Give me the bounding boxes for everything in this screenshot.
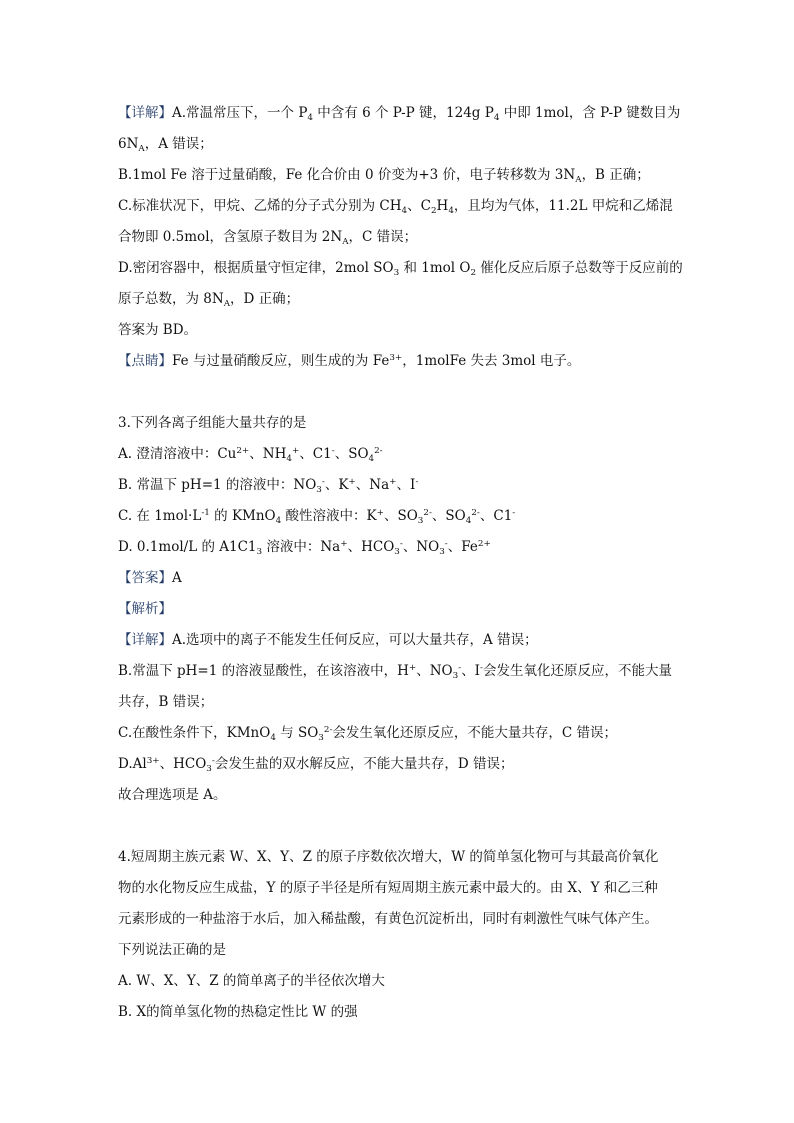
q3-conclusion: 故合理选项是 A。 bbox=[118, 787, 227, 803]
detail-tag: 【详解】 bbox=[118, 105, 172, 121]
spacer bbox=[118, 811, 678, 842]
q3-detail-line-4: C.在酸性条件下，KMnO$_4$ 与 $SO_3^{2-}$会发生氧化还原反应，不能大量共存，C 错误； bbox=[118, 725, 618, 744]
q4-stem-line-3: 元素形成的一种盐溶于水后，加入稀盐酸，有黄色沉淀析出，同时有刺激性气味气体产生。 bbox=[118, 911, 658, 927]
q3-option-c: C. 在 $1mol\cdot L^{-1}$ 的 KMnO$_4$ 酸性溶液中：K+、$SO_3^{2-}$、$SO_4^{2-}$、C1- bbox=[118, 508, 516, 527]
q3-detail-line-5: $D.Al^{3+}$、$HCO_3^-$会发生盐的双水解反应，不能大量共存，D 错误； bbox=[118, 756, 514, 775]
analysis-tag: 【解析】 bbox=[118, 601, 172, 617]
q2-answer-line: 答案为 BD。 bbox=[118, 322, 198, 338]
q3-option-a: A. 澄清溶液中：$Cu^{2+}$、$NH_4^+$、C1-、$SO_4^{2-}$ bbox=[118, 446, 383, 465]
q3-answer: 【答案】A bbox=[118, 570, 182, 586]
q3-option-b: B. 常温下 pH=1 的溶液中：$NO_3^-$、K+、Na+、I- bbox=[118, 477, 419, 496]
q3-detail-line-1: 【详解】A.选项中的离子不能发生任何反应，可以大量共存，A 错误； bbox=[118, 632, 538, 648]
detail-tag: 【详解】 bbox=[118, 632, 172, 648]
q2-detail-line-1: 【详解】A.常温常压下，一个 $P_4$ 中含有 6 个 P-P 键，124g $P_4$ 中即 1mol，含 P-P 键数目为 bbox=[118, 105, 681, 124]
comment-tag: 【点睛】 bbox=[118, 353, 172, 369]
q2-detail-line-7: 原子总数，为 $8N_A$，D 正确； bbox=[118, 291, 300, 310]
q3-stem: 3.下列各离子组能大量共存的是 bbox=[118, 415, 307, 431]
document-page bbox=[118, 98, 683, 1028]
q3-option-d: D. 0.1mol/L 的 $A1C1_3$ 溶液中：Na+、$HCO_3^-$、$NO_3^-$、$Fe^{2+}$ bbox=[118, 539, 491, 558]
q2-detail-line-6: D.密闭容器中，根据质量守恒定律，2mol $SO_3$ 和 1mol $O_2$ 催化反应后原子总数等于反应前的 bbox=[118, 260, 683, 279]
q3-detail-line-2: B.常温下 pH=1 的溶液显酸性，在该溶液中，H+、$NO_3^-$、I-会发生氧化还原反应，不能大量 bbox=[118, 663, 672, 682]
q2-detail-line-4: C.标准状况下，甲烷、乙烯的分子式分别为 $CH_4$、$C_2H_4$，且均为气体，11.2L 甲烷和乙烯混 bbox=[118, 198, 673, 217]
q4-option-a: A. W、X、Y、Z 的简单离子的半径依次增大 bbox=[118, 973, 385, 989]
q2-detail-line-2: $6N_A$，A 错误； bbox=[118, 136, 213, 155]
q3-detail-line-3: 共存，B 错误； bbox=[118, 694, 214, 710]
q4-stem-line-1: 4.短周期主族元素 W、X、Y、Z 的原子序数依次增大，W 的简单氢化物可与其最高价氧化 bbox=[118, 849, 659, 865]
q3-analysis-heading bbox=[118, 594, 678, 625]
q2-comment-line: 【点睛】Fe 与过量硝酸反应，则生成的为 $Fe^{3+}$，1molFe 失去 3mol 电子。 bbox=[118, 353, 581, 369]
spacer bbox=[118, 377, 678, 408]
answer-tag: 【答案】 bbox=[118, 570, 172, 586]
q2-detail-line-3: B.1mol Fe 溶于过量硝酸，Fe 化合价由 0 价变为+3 价，电子转移数为 $3N_A$，B 正确； bbox=[118, 167, 650, 186]
q4-option-b: B. X的简单氢化物的热稳定性比 W 的强 bbox=[118, 1004, 358, 1020]
q4-stem-line-4: 下列说法正确的是 bbox=[118, 942, 226, 958]
q4-stem-line-2: 物的水化物反应生成盐，Y 的原子半径是所有短周期主族元素中最大的。由 X、Y 和乙三种 bbox=[118, 880, 658, 896]
q2-detail-line-5: 合物即 0.5mol，含氢原子数目为 $2N_A$，C 错误； bbox=[118, 229, 418, 248]
